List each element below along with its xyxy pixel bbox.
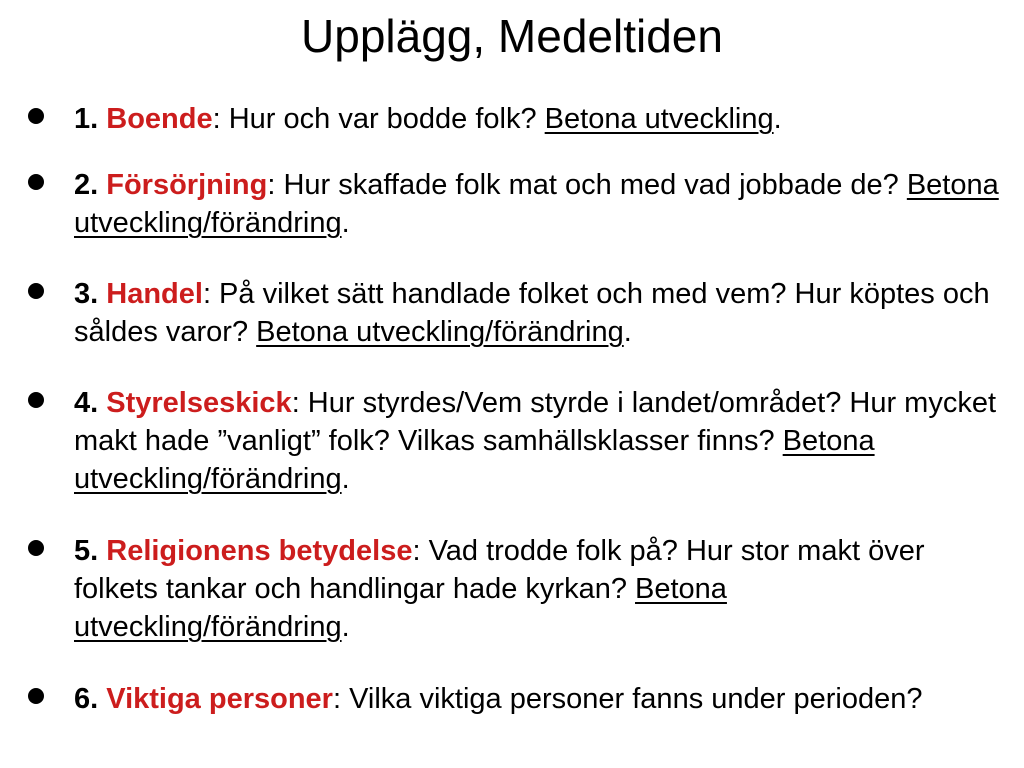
item-colon: : (267, 169, 276, 201)
item-text (74, 166, 1009, 242)
bullet-icon (28, 540, 44, 556)
item-emphasis: Betona utveckling/förändring (74, 573, 727, 643)
item-topic: Försörjning (106, 169, 268, 201)
item-number: 2. (74, 169, 99, 201)
item-topic: Styrelseskick (106, 387, 292, 419)
item-question: Hur styrdes/Vem styrde i landet/området? Hur mycket makt hade ”vanligt” folk? Vilkas samhällsklasser finns? (74, 387, 997, 457)
item-text (74, 275, 1009, 351)
item-emphasis: Betona utveckling/förändring (74, 169, 999, 239)
item-colon: : (332, 683, 342, 715)
item-topic: Handel (106, 278, 203, 310)
item-emphasis: Betona utveckling/förändring (74, 425, 875, 495)
item-question: Hur och var bodde folk? (220, 103, 545, 135)
item-heading (74, 169, 267, 201)
item-colon: : (291, 387, 300, 419)
item-end: . (623, 316, 632, 348)
item-number: 6. (74, 683, 99, 715)
item-heading (74, 278, 203, 310)
item-question: Hur skaffade folk mat och med vad jobbade de? (275, 169, 907, 201)
item-topic: Viktiga personer (106, 683, 333, 715)
item-end: . (341, 611, 350, 643)
item-colon: : (212, 103, 221, 135)
item-colon: : (412, 535, 421, 567)
item-topic: Boende (106, 103, 213, 135)
item-question: På vilket sätt handlade folket och med vem? Hur köptes och såldes varor? (74, 278, 990, 348)
item-heading (74, 103, 213, 135)
item-text (74, 532, 1009, 646)
item-question: Vad trodde folk på? Hur stor makt över folkets tankar och handlingar hade kyrkan? (74, 535, 925, 605)
bullet-icon (28, 392, 44, 408)
item-number: 3. (74, 278, 99, 310)
item-topic: Religionens betydelse (106, 535, 413, 567)
item-end: . (773, 103, 782, 135)
item-heading (74, 683, 333, 715)
item-text (74, 680, 1009, 718)
item-heading (74, 535, 412, 567)
item-number: 4. (74, 387, 99, 419)
item-end: . (341, 207, 350, 239)
item-text (74, 100, 1009, 138)
item-number: 1. (74, 103, 99, 135)
bullet-icon (28, 174, 44, 190)
bullet-icon (28, 688, 44, 704)
bullet-icon (28, 108, 44, 124)
item-emphasis: Betona utveckling (544, 103, 774, 135)
item-question: Vilka viktiga personer fanns under perioden? (341, 683, 923, 715)
item-number: 5. (74, 535, 99, 567)
bullet-icon (28, 283, 44, 299)
item-emphasis: Betona utveckling/förändring (256, 316, 624, 348)
item-colon: : (202, 278, 211, 310)
item-end: . (341, 463, 350, 495)
item-heading (74, 387, 292, 419)
item-text (74, 384, 1009, 498)
slide-title: Upplägg, Medeltiden (301, 10, 723, 62)
